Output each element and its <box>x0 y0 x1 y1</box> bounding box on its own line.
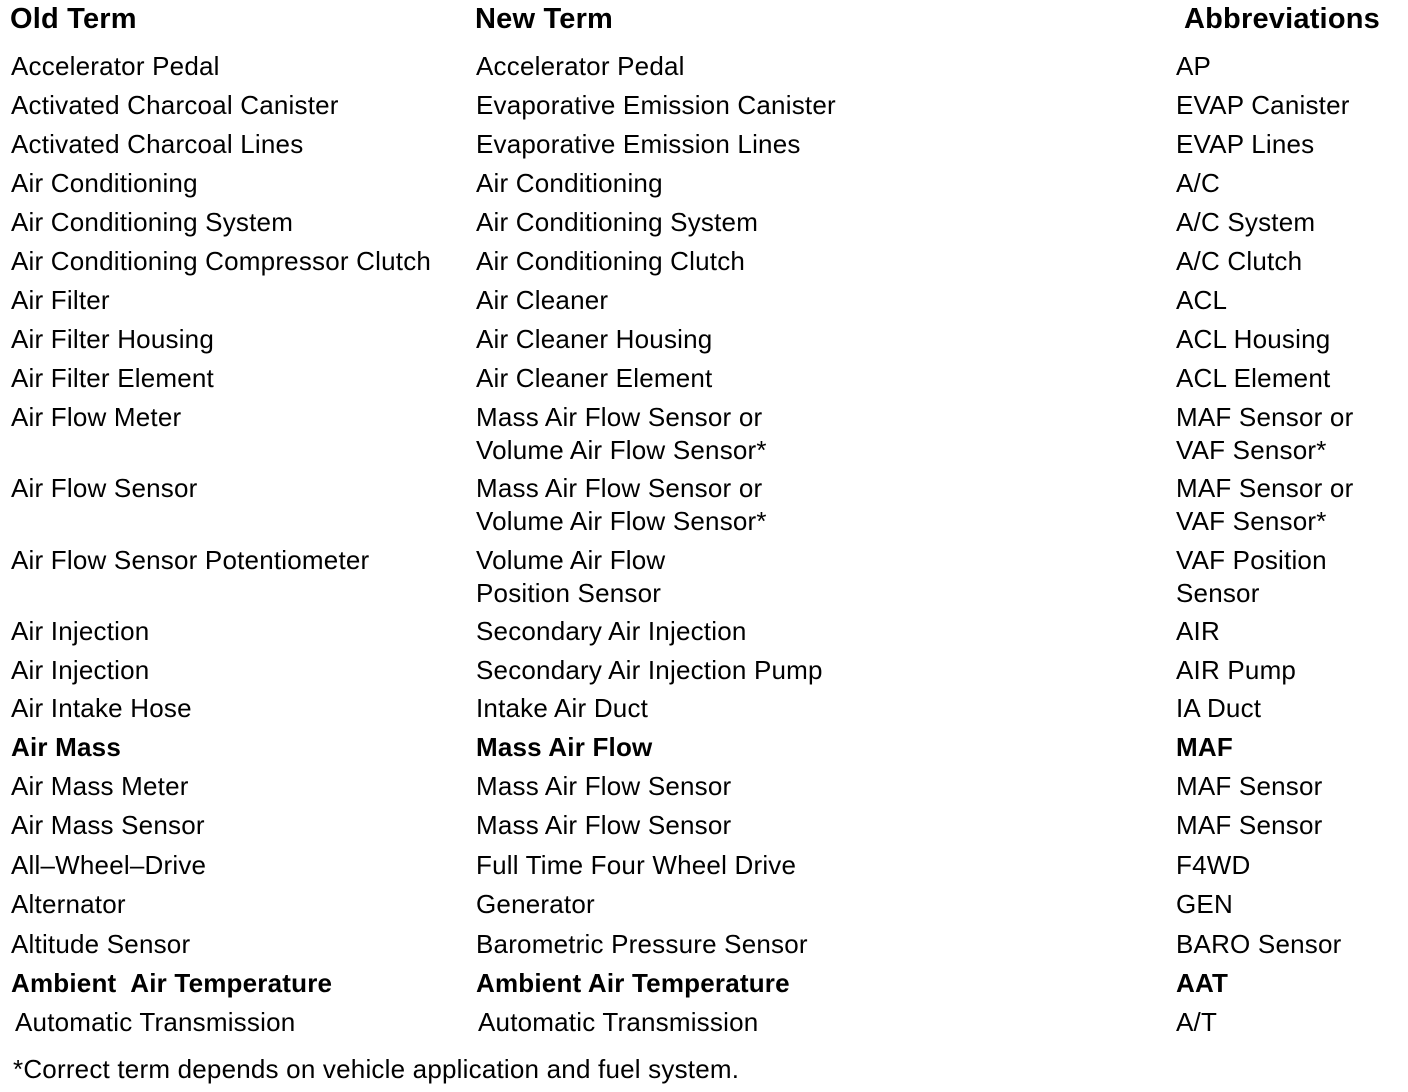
old-term-cell: Air Intake Hose <box>11 693 192 723</box>
abbreviation-cell: AIR <box>1176 616 1220 646</box>
new-term-cell: Evaporative Emission Canister <box>476 90 836 120</box>
abbreviation-cell: VAF Sensor* <box>1176 435 1327 465</box>
abbreviation-cell: AAT <box>1176 968 1229 998</box>
header-new-term: New Term <box>475 3 614 35</box>
old-term-cell: All–Wheel–Drive <box>11 850 207 880</box>
new-term-cell: Mass Air Flow Sensor <box>476 771 732 801</box>
abbreviation-cell: MAF Sensor <box>1176 810 1323 840</box>
abbreviation-cell: Sensor <box>1176 578 1260 608</box>
header-old-term: Old Term <box>10 3 137 35</box>
old-term-cell: Air Mass Meter <box>11 771 189 801</box>
new-term-cell: Accelerator Pedal <box>476 51 685 81</box>
abbreviation-cell: AP <box>1176 51 1212 81</box>
old-term-cell: Air Flow Sensor Potentiometer <box>11 545 370 575</box>
new-term-cell: Volume Air Flow Sensor* <box>476 506 767 536</box>
abbreviation-cell: F4WD <box>1176 850 1251 880</box>
new-term-cell: Evaporative Emission Lines <box>476 129 801 159</box>
abbreviation-cell: AIR Pump <box>1176 655 1297 685</box>
abbreviation-cell: ACL <box>1176 285 1228 315</box>
abbreviation-cell: A/C System <box>1176 207 1316 237</box>
abbreviation-cell: A/C <box>1176 168 1220 198</box>
new-term-cell: Mass Air Flow Sensor or <box>476 402 763 432</box>
abbreviation-cell: ACL Element <box>1176 363 1331 393</box>
new-term-cell: Secondary Air Injection <box>476 616 747 646</box>
new-term-cell: Full Time Four Wheel Drive <box>476 850 797 880</box>
abbreviation-cell: EVAP Lines <box>1176 129 1315 159</box>
abbreviation-cell: IA Duct <box>1176 693 1262 723</box>
new-term-cell: Air Cleaner <box>476 285 609 315</box>
new-term-cell: Air Conditioning <box>476 168 663 198</box>
new-term-cell: Mass Air Flow <box>476 732 653 762</box>
new-term-cell: Automatic Transmission <box>478 1007 759 1037</box>
old-term-cell: Ambient Air Temperature <box>11 968 333 998</box>
old-term-cell: Air Filter Housing <box>11 324 214 354</box>
new-term-cell: Air Conditioning System <box>476 207 759 237</box>
old-term-cell: Air Flow Meter <box>11 402 182 432</box>
abbreviation-cell: GEN <box>1176 889 1233 919</box>
old-term-cell: Air Conditioning System <box>11 207 294 237</box>
abbreviation-cell: MAF <box>1176 732 1233 762</box>
old-term-cell: Air Flow Sensor <box>11 473 198 503</box>
new-term-cell: Volume Air Flow Sensor* <box>476 435 767 465</box>
new-term-cell: Mass Air Flow Sensor <box>476 810 732 840</box>
old-term-cell: Air Conditioning <box>11 168 198 198</box>
abbreviation-cell: A/C Clutch <box>1176 246 1303 276</box>
new-term-cell: Volume Air Flow <box>476 545 666 575</box>
footnote: *Correct term depends on vehicle application and fuel system. <box>13 1054 740 1084</box>
abbreviation-cell: A/T <box>1176 1007 1218 1037</box>
header-abbreviations: Abbreviations <box>1184 3 1380 35</box>
abbreviation-cell: MAF Sensor or <box>1176 473 1354 503</box>
old-term-cell: Air Filter <box>11 285 110 315</box>
abbreviation-cell: MAF Sensor <box>1176 771 1323 801</box>
old-term-cell: Air Injection <box>11 616 150 646</box>
new-term-cell: Mass Air Flow Sensor or <box>476 473 763 503</box>
new-term-cell: Generator <box>476 889 595 919</box>
old-term-cell: Altitude Sensor <box>11 929 191 959</box>
abbreviation-cell: MAF Sensor or <box>1176 402 1354 432</box>
old-term-cell: Activated Charcoal Lines <box>11 129 304 159</box>
new-term-cell: Air Cleaner Element <box>476 363 713 393</box>
old-term-cell: Activated Charcoal Canister <box>11 90 339 120</box>
new-term-cell: Barometric Pressure Sensor <box>476 929 808 959</box>
new-term-cell: Position Sensor <box>476 578 662 608</box>
old-term-cell: Air Filter Element <box>11 363 214 393</box>
old-term-cell: Alternator <box>11 889 126 919</box>
old-term-cell: Air Conditioning Compressor Clutch <box>11 246 432 276</box>
new-term-cell: Air Conditioning Clutch <box>476 246 746 276</box>
new-term-cell: Air Cleaner Housing <box>476 324 713 354</box>
old-term-cell: Air Mass <box>11 732 121 762</box>
new-term-cell: Secondary Air Injection Pump <box>476 655 823 685</box>
old-term-cell: Air Mass Sensor <box>11 810 205 840</box>
old-term-cell: Automatic Transmission <box>15 1007 296 1037</box>
abbreviation-cell: EVAP Canister <box>1176 90 1350 120</box>
new-term-cell: Intake Air Duct <box>476 693 649 723</box>
old-term-cell: Accelerator Pedal <box>11 51 220 81</box>
abbreviation-cell: VAF Position <box>1176 545 1327 575</box>
old-term-cell: Air Injection <box>11 655 150 685</box>
new-term-cell: Ambient Air Temperature <box>476 968 790 998</box>
abbreviation-cell: ACL Housing <box>1176 324 1331 354</box>
abbreviation-cell: BARO Sensor <box>1176 929 1342 959</box>
abbreviation-cell: VAF Sensor* <box>1176 506 1327 536</box>
